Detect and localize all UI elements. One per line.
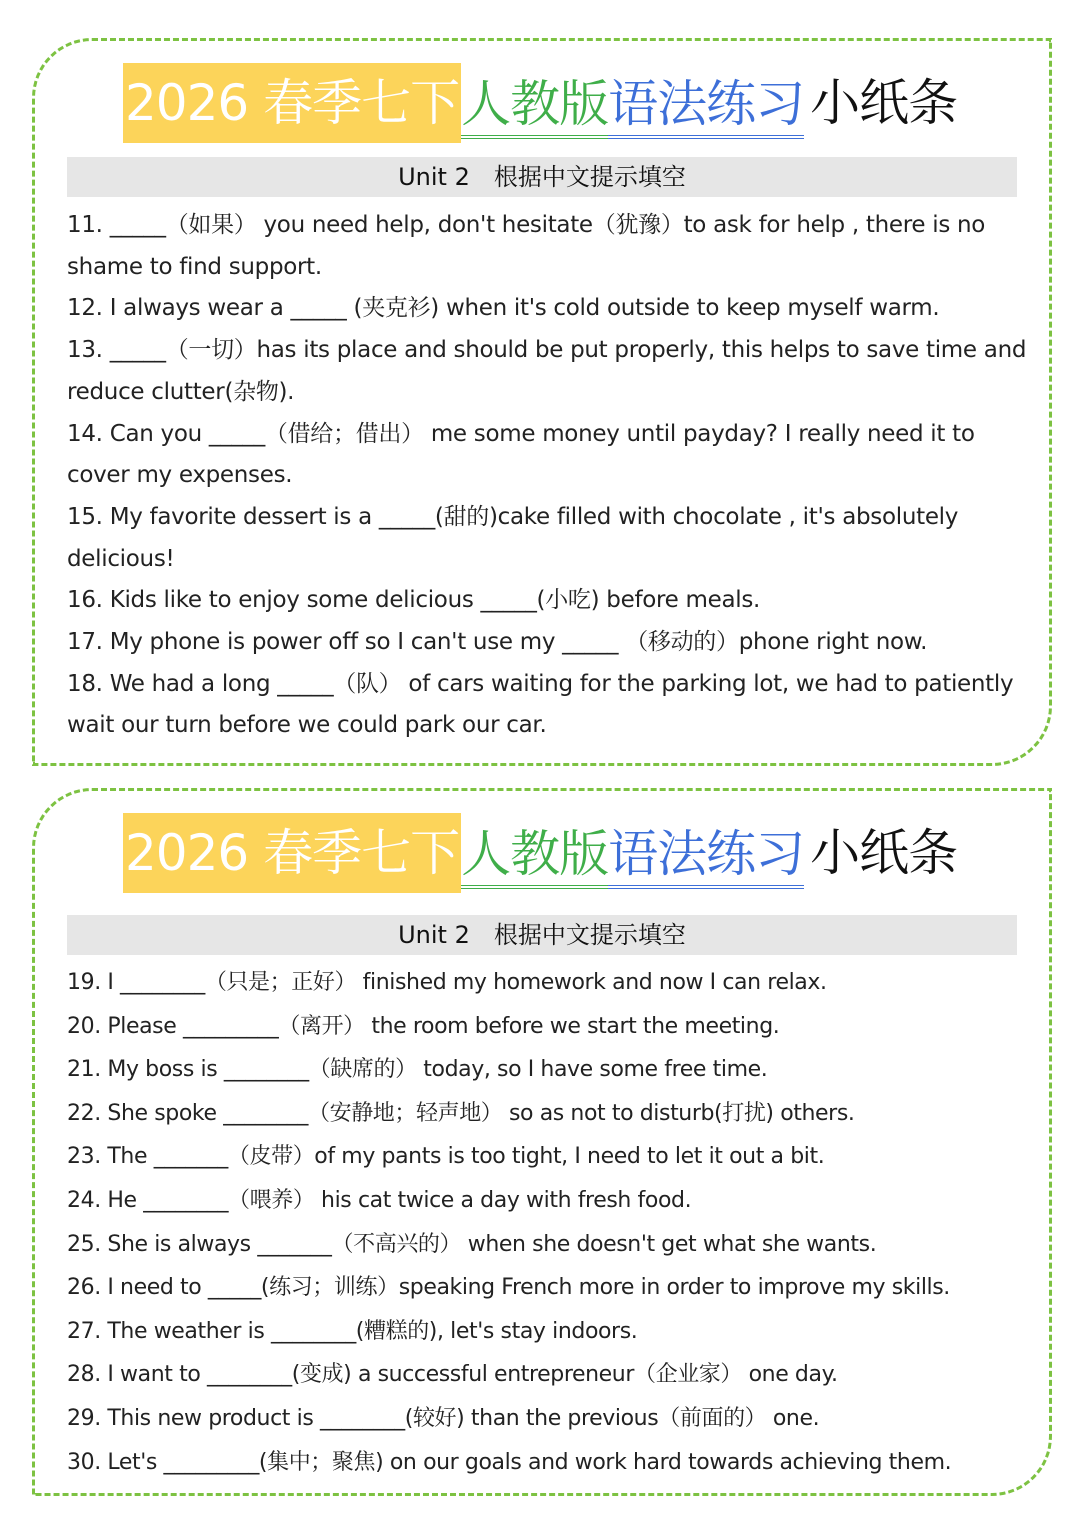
exercise-item: 12. I always wear a _____ (夹克衫) when it's cold outside to keep myself warm. [67, 295, 940, 322]
title-grammar: 语法练习 [608, 823, 804, 889]
exercise-item: 26. I need to _____(练习；训练）speaking French more in order to improve my skills. [67, 1275, 950, 1301]
exercise-item: 11. _____（如果） you need help, don't hesitate（犹豫）to ask for help , there is no shame to find support. [67, 212, 986, 280]
card-title [123, 63, 957, 143]
title-note: 小纸条 [810, 74, 958, 132]
exercise-list [67, 961, 1027, 1484]
unit-subheading: Unit 2 根据中文提示填空 [67, 157, 1017, 197]
exercise-item: 27. The weather is ________(糟糕的), let's stay indoors. [67, 1318, 638, 1344]
exercise-item: 19. I ________（只是；正好） finished my homework and now I can relax. [67, 970, 827, 995]
exercise-item: 25. She is always _______（不高兴的） when she doesn't get what she wants. [67, 1231, 877, 1257]
exercise-item: 13. _____（一切）has its place and should be put properly, this helps to save time and reduce clutter(杂物). [67, 337, 1027, 405]
exercise-list [67, 205, 1027, 747]
title-grammar: 语法练习 [608, 73, 804, 139]
exercise-item: 15. My favorite dessert is a _____(甜的)cake filled with chocolate , it's absolutely delicious! [67, 503, 959, 572]
exercise-item: 29. This new product is ________(较好) than the previous（前面的） one. [67, 1405, 820, 1431]
exercise-item: 16. Kids like to enjoy some delicious _____(小吃) before meals. [67, 587, 761, 614]
exercise-item: 24. He ________（喂养） his cat twice a day with fresh food. [67, 1187, 692, 1213]
exercise-item: 17. My phone is power off so I can't use my _____ （移动的）phone right now. [67, 629, 928, 656]
exercise-item: 20. Please _________（离开） the room before we start the meeting. [67, 1013, 780, 1039]
exercise-item: 14. Can you _____（借给；借出） me some money until payday? I really need it to cover my expenses. [67, 420, 975, 489]
title-note: 小纸条 [810, 824, 958, 882]
card-title [123, 813, 957, 893]
worksheet-card-2 [32, 788, 1052, 1496]
exercise-item: 21. My boss is ________（缺席的） today, so I have some free time. [67, 1057, 768, 1083]
exercise-item: 18. We had a long _____（队） of cars waiting for the parking lot, we had to patiently wait our turn before we could park our car. [67, 670, 1014, 739]
title-year-season: 2026 春季七下 [123, 813, 461, 893]
exercise-item: 23. The _______（皮带）of my pants is too tight, I need to let it out a bit. [67, 1144, 825, 1170]
title-edition: 人教版 [461, 73, 608, 139]
worksheet-card-1 [32, 38, 1052, 766]
unit-subheading: Unit 2 根据中文提示填空 [67, 915, 1017, 955]
exercise-item: 30. Let's _________(集中；聚焦) on our goals and work hard towards achieving them. [67, 1449, 952, 1475]
exercise-item: 28. I want to ________(变成) a successful entrepreneur（企业家） one day. [67, 1362, 838, 1388]
title-edition: 人教版 [461, 823, 608, 889]
exercise-item: 22. She spoke ________（安静地；轻声地） so as not to disturb(打扰) others. [67, 1100, 855, 1126]
title-year-season: 2026 春季七下 [123, 63, 461, 143]
